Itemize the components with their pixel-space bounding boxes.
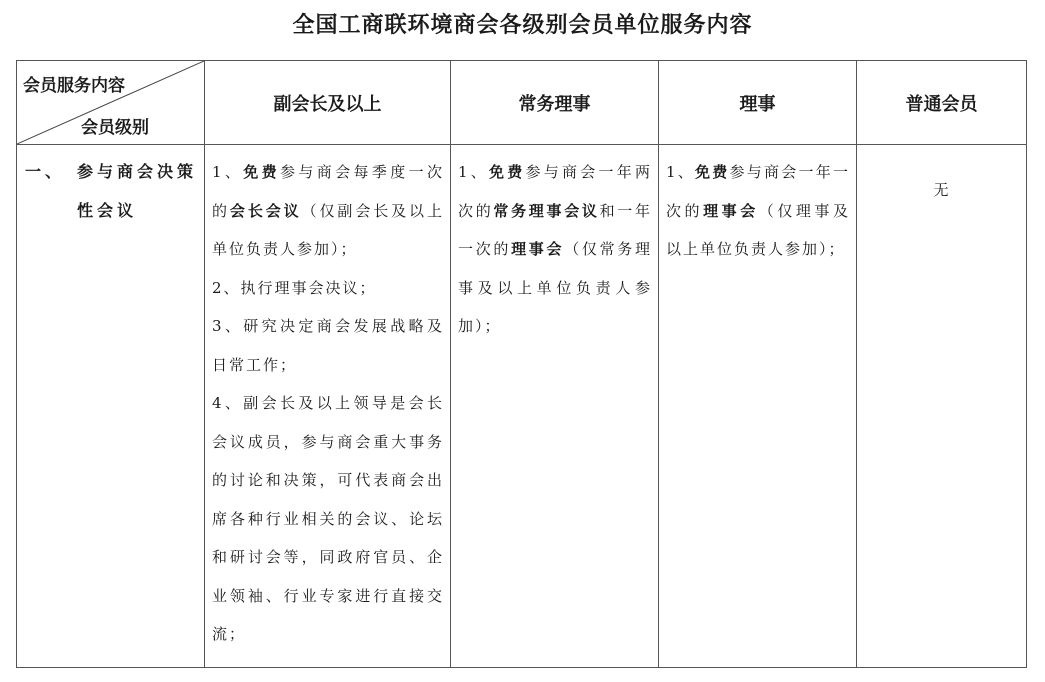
standing-director-cell: [451, 145, 659, 668]
header-row: [17, 61, 1027, 145]
header-vice-president: 副会长及以上: [205, 61, 451, 145]
row-number: 一、: [25, 162, 66, 181]
header-ordinary-member: 普通会员: [857, 61, 1027, 145]
header-director: 理事: [659, 61, 857, 145]
vp-item-3: 3、研究决定商会发展战略及日常工作；: [212, 317, 444, 374]
director-cell: [659, 145, 857, 668]
vp-item-1: 1、免费参与商会每季度一次的会长会议（仅副会长及以上单位负责人参加）；: [212, 163, 444, 258]
vp-item-2: 2、执行理事会决议；: [212, 278, 377, 297]
member-none-text: 无: [933, 181, 951, 199]
vp-item-4: 4、副会长及以上领导是会长会议成员，参与商会重大事务的讨论和决策，可代表商会出席各种行业相关的会议、论坛和研讨会等，同政府官员、企业领袖、行业专家进行直接交流；: [212, 394, 444, 643]
service-table: [16, 60, 1027, 668]
standing-item-1: 1、免费参与商会一年两次的常务理事会议和一年一次的理事会（仅常务理事及以上单位负责人参加）；: [458, 163, 652, 335]
director-item-1: 1、免费参与商会一年一次的理事会（仅理事及以上单位负责人参加）；: [666, 163, 850, 258]
header-standing-director: 常务理事: [451, 61, 659, 145]
vice-president-cell: [205, 145, 451, 668]
document-title: 全国工商联环境商会各级别会员单位服务内容: [292, 13, 753, 38]
row-label-cell: [17, 145, 205, 668]
table-row: [17, 145, 1027, 668]
corner-label-level: 会员级别: [81, 118, 149, 138]
ordinary-member-cell: [857, 145, 1027, 668]
corner-header-cell: [17, 61, 205, 145]
row-label: 参与商会决策性会议: [77, 162, 198, 220]
corner-label-service: 会员服务内容: [23, 76, 125, 96]
